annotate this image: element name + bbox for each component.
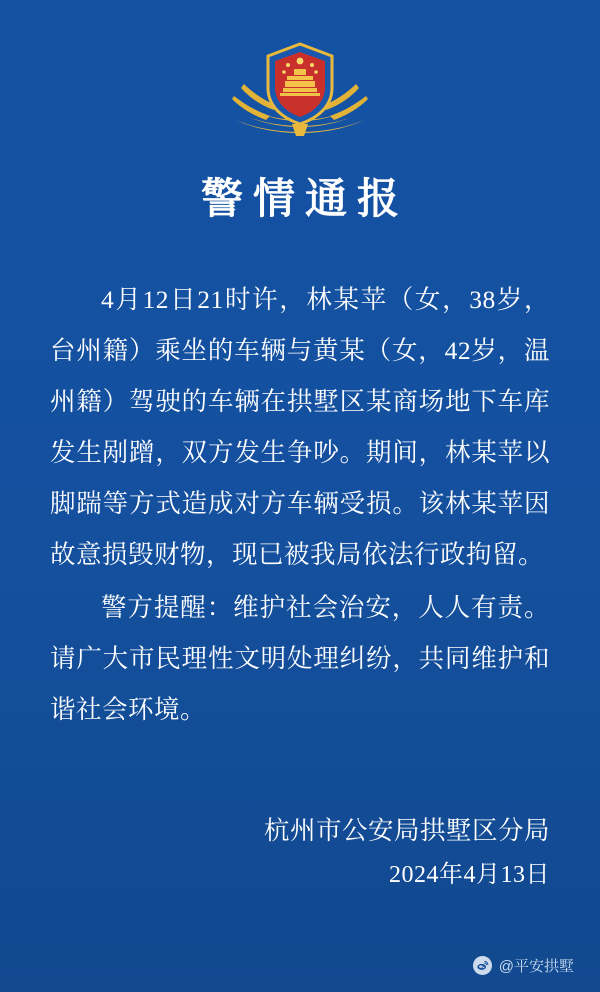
notice-paragraph: 4月12日21时许，林某苹（女，38岁，台州籍）乘坐的车辆与黄某（女，42岁，温州籍）驾驶的车辆在拱墅区某商场地下车库发生剐蹭，双方发生争吵。期间，林某苹以脚踹等方式造成对方车辆受损。该林某苹因故意损毁财物，现已被我局依法行政拘留。 [50, 285, 550, 569]
issue-date: 2024年4月13日 [389, 862, 550, 888]
issuer-name: 杭州市公安局拱墅区分局 [263, 816, 550, 845]
weibo-watermark [473, 955, 574, 976]
notice-paragraph: 警方提醒：维护社会治安，人人有责。请广大市民理性文明处理纠纷，共同维护和谐社会环境。 [50, 593, 550, 724]
police-emblem-icon [220, 36, 380, 144]
weibo-icon [473, 956, 492, 975]
signature-block [50, 809, 550, 897]
weibo-account: @平安拱墅 [498, 958, 574, 975]
notice-body [50, 274, 550, 737]
page-title: 警情通报 [200, 177, 409, 223]
